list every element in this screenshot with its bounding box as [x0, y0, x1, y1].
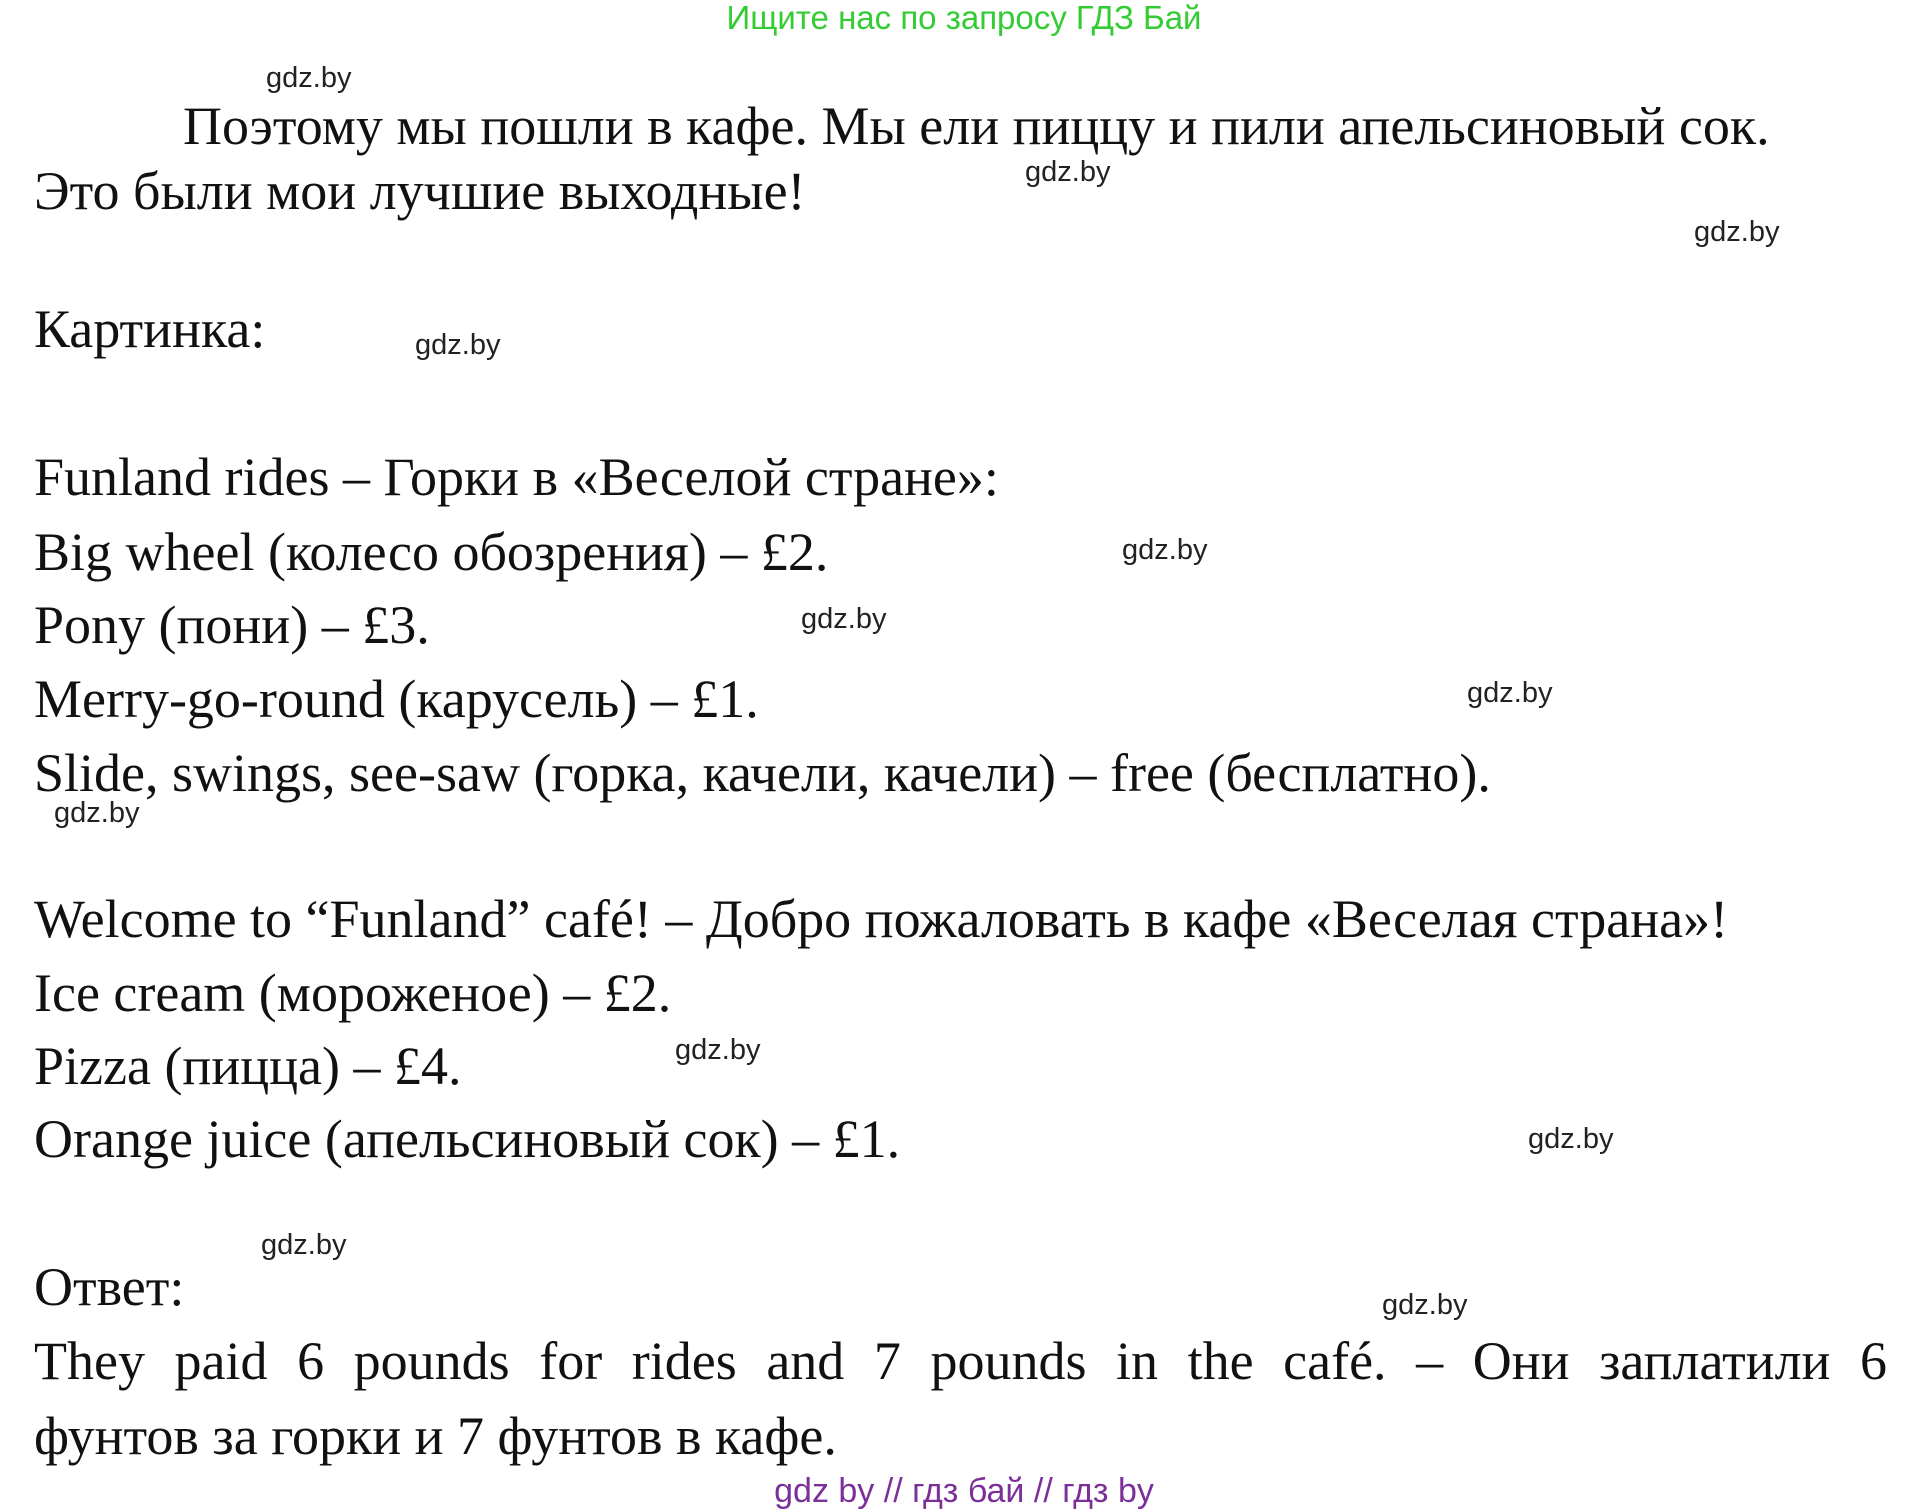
cafe-heading: Welcome to “Funland” café! – Добро пожаловать в кафе «Веселая страна»!: [34, 889, 1729, 949]
watermark: gdz.by: [1467, 677, 1553, 709]
answer-line-2: фунтов за горки и 7 фунтов в кафе.: [34, 1406, 837, 1466]
watermark: gdz.by: [415, 329, 501, 361]
answer-label: Ответ:: [34, 1257, 185, 1317]
top-banner[interactable]: Ищите нас по запросу ГДЗ Бай: [726, 0, 1202, 36]
footer-links[interactable]: gdz by // гдз бай // гдз by: [774, 1472, 1154, 1510]
ride-item-pony: Pony (пони) – £3.: [34, 595, 430, 655]
watermark: gdz.by: [801, 603, 887, 635]
watermark: gdz.by: [266, 62, 352, 94]
watermark: gdz.by: [675, 1034, 761, 1066]
answer-line-1: They paid 6 pounds for rides and 7 pounds in the café. – Они заплатили 6: [34, 1331, 1887, 1391]
watermark: gdz.by: [261, 1229, 347, 1261]
watermark: gdz.by: [1382, 1289, 1468, 1321]
cafe-item-pizza: Pizza (пицца) – £4.: [34, 1036, 462, 1096]
ride-item-merry-go-round: Merry-go-round (карусель) – £1.: [34, 669, 759, 729]
cafe-item-ice-cream: Ice cream (мороженое) – £2.: [34, 963, 672, 1023]
cafe-item-orange-juice: Orange juice (апельсиновый сок) – £1.: [34, 1109, 901, 1169]
watermark: gdz.by: [1122, 534, 1208, 566]
intro-line-1: Поэтому мы пошли в кафе. Мы ели пиццу и пили апельсиновый сок.: [183, 96, 1770, 156]
watermark: gdz.by: [1528, 1123, 1614, 1155]
watermark: gdz.by: [54, 797, 140, 829]
ride-item-slide-swings: Slide, swings, see-saw (горка, качели, качели) – free (бесплатно).: [34, 743, 1491, 803]
intro-line-2: Это были мои лучшие выходные!: [34, 161, 806, 221]
watermark: gdz.by: [1694, 216, 1780, 248]
picture-label: Картинка:: [34, 299, 266, 359]
ride-item-big-wheel: Big wheel (колесо обозрения) – £2.: [34, 522, 829, 582]
rides-heading: Funland rides – Горки в «Веселой стране»:: [34, 447, 999, 507]
watermark: gdz.by: [1025, 156, 1111, 188]
